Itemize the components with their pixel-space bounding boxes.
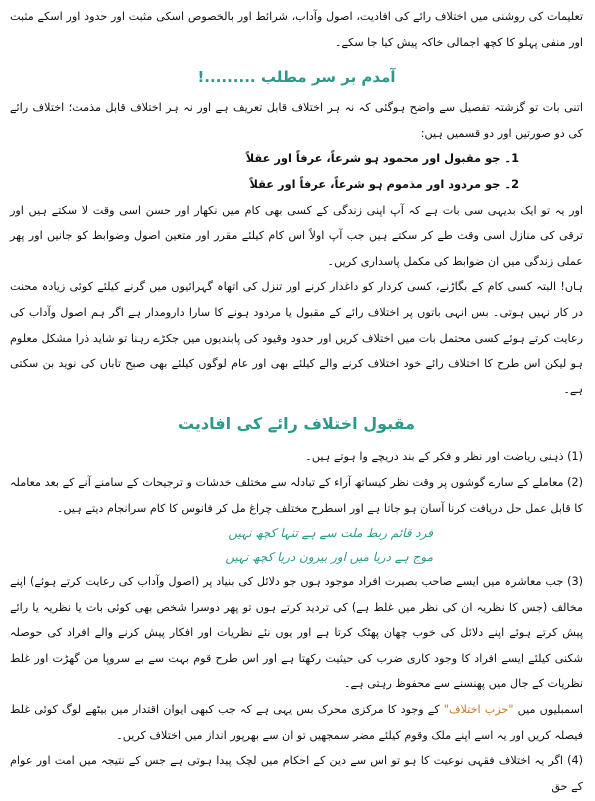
paragraph-two-forms: اتنی بات تو گزشتہ تفصیل سے واضح ہوگئی کہ نہ ہر اختلاف قابل تعریف ہے اور نہ ہر اختلاف قابل مذمت؛ اختلاف رائے کی دو صورتیں اور دو قسمیں ہیں: <box>10 101 583 140</box>
list-item-acceptable: 1۔ جو مقبول اور محمود ہو شرعاً، عرفاً اور عقلاً <box>245 151 519 166</box>
opposition-text-start: اسمبلیوں میں <box>517 703 584 717</box>
paragraph-opposition <box>10 697 583 748</box>
benefits-heading: مقبول اختلاف رائے کی افادیت <box>177 414 416 434</box>
point-four: (4) اگر یہ اختلاف فقہی نوعیت کا ہو تو اس سے دین کے احکام میں لچک پیدا ہوتی ہے جس کے نتیجہ میں امت اور عوام کے حق <box>10 754 583 793</box>
point-one: (1) ذہنی ریاضت اور نظر و فکر کے بند دریچے وا ہوتے ہیں۔ <box>305 450 583 464</box>
paragraph-conditions: ہاں! البتہ کسی کام کے بگاڑنے، کسی کردار کو داغدار کرنے اور تنزل کی اتھاہ گہرائیوں میں گرنے کیلئے کوئی زیادہ محنت در کار نہیں ہوتی۔ بس انہی باتوں پر اختلاف رائے کے مقبول یا مردود ہونے کا سارا دارومدار ہے اگر ہم اصول وآداب کی رعایت کرتے ہوئے کسی محتمل بات میں اختلاف کریں اور حدود وقیود کی پابندیوں میں جکڑے رہنا تو شاید ذرا مشکل معلوم ہو لیکن اس طرح کا اختلاف رائے خود اختلاف کرنے والے کیلئے بھی اور عام لوگوں کیلئے بھی صبح تاباں کی نوید بن سکتی ہے۔ <box>10 280 583 396</box>
paragraph-principles: اور یہ تو ایک بدیہی سی بات ہے کہ آپ اپنی زندگی کے کسی بھی کام میں نکھار اور حسن اسی وقت لا سکتے ہیں اور ترقی کی منازل اسی وقت طے کر سکتے ہیں جب آپ اولاً اس کام کیلئے مقرر اور متعین اصول وضوابط کو جانیں اور پھر عملی زندگی میں ان ضوابط کی مکمل پاسداری کریں۔ <box>10 203 583 268</box>
point-two: (2) معاملے کے سارے گوشوں پر وقت نظر کیساتھ آراء کے تبادلہ سے مختلف خدشات و ترجیحات کے سامنے آنے کے بعد معاملہ کا قابل عمل حل دریافت کرنا آسان ہو جاتا ہے اور اسطرح مختلف چراغ مل کر فانوس کا کام سرانجام دیتے ہیں۔ <box>10 475 583 515</box>
opposition-text-end: کے وجود کا مرکزی محرک بس یہی ہے کہ جب کبھی ایوان اقتدار میں بیٹھے لوگ کوئی غلط فیصلہ کریں اور یہ اسے اپنے ملک وقوم کیلئے مضر سمجھیں تو ان سے بھرپور انداز میں اختلاف کریں۔ <box>10 703 583 742</box>
point-three: (3) جب معاشرہ میں ایسے صاحب بصیرت افراد موجود ہوں جو دلائل کی بنیاد پر (اصول وآداب کی رعایت کرتے ہوئے) اپنے مخالف (جس کا نظریہ ان کی نظر میں غلط ہے) کی تردید کرتے ہوں تو پھر دوسرا شخص بھی کوئی بات یا نظریہ یا رائے پیش کرتے ہوئے اپنے دلائل کی خوب چھان پھٹک کرتا ہے اور یوں نئے نظریات اور افکار پیش کرنے والے افراد کی حوصلہ شکنی کیلئے ایسے افراد کا وجود کاری ضرب کی حیثیت رکھتا ہے اور اس طرح قوم بہت سے بے سروپا من گھڑت اور غلط نظریات کے جال میں پھنسنے سے محفوظ رہتی ہے۔ <box>10 575 583 691</box>
section-title: آمدم بر سر مطلب .........! <box>197 68 396 87</box>
verse-line-two: موج ہے دریا میں اور بیرون دریا کچھ نہیں <box>225 550 433 565</box>
verse-line-one: فرد قائم ربط ملت سے ہے تنہا کچھ نہیں <box>228 526 433 541</box>
opposition-highlight: "حزب اختلاف" <box>443 703 514 717</box>
intro-paragraph: تعلیمات کی روشنی میں اختلاف رائے کی افادیت، اصول وآداب، شرائط اور بالخصوص اسکی مثبت اور حدود اور اسکے مثبت اور منفی پہلو کا کچھ اجمالی خاکہ پیش کیا جا سکے۔ <box>10 10 583 49</box>
list-item-rejected: 2۔ جو مردود اور مذموم ہو شرعاً، عرفاً اور عقلاً <box>249 176 519 191</box>
